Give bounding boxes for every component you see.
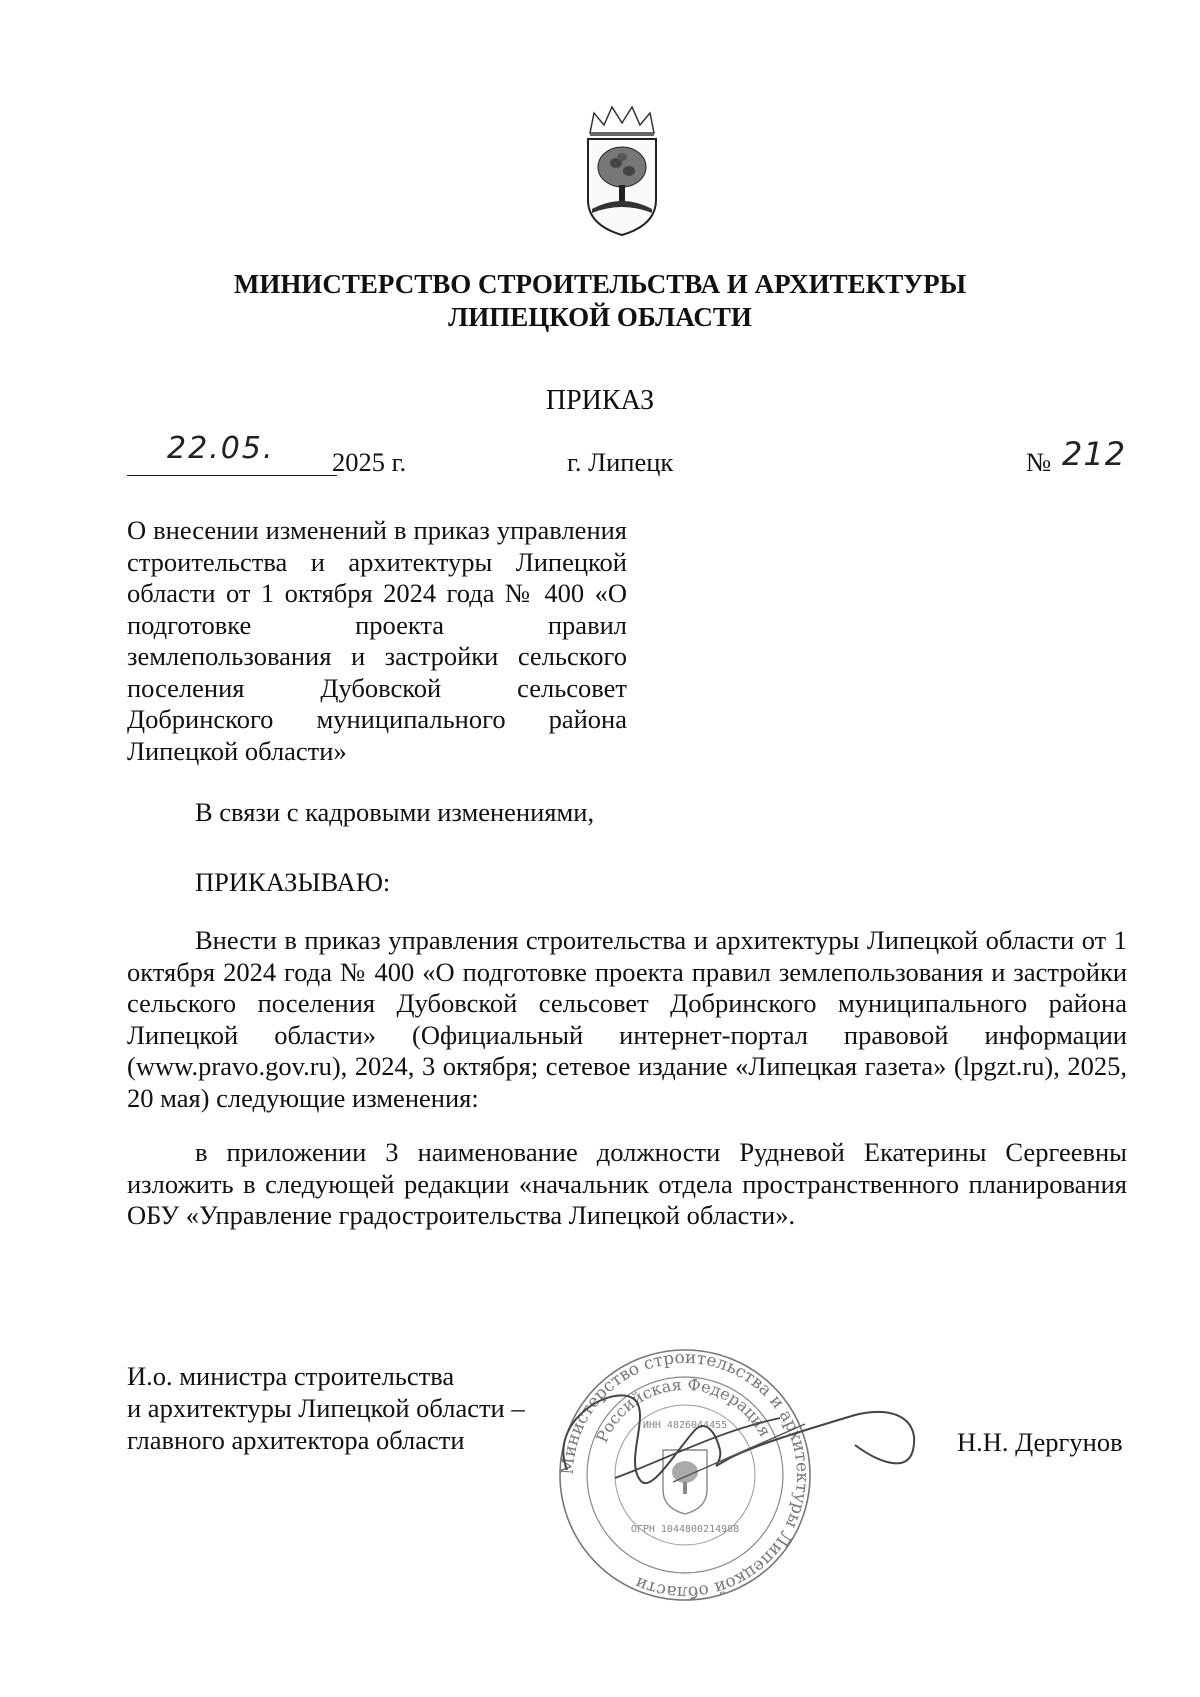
signer-position [127,1360,525,1456]
city-text: г. Липецк [567,447,674,477]
number-label: № [1026,447,1052,477]
date-handwritten: 22.05. [167,431,275,466]
handwritten-signature [555,1360,925,1500]
order-subject [127,515,627,767]
subject-text: О внесении изменений в приказ управления строительства и архитектуры Липецкой области от 1 октября 2024 года № 400 «О подготовке проекта правил землепользования и застройки сельского поселения Дубовской сельсовет Добринского муниципального района Липецкой области» [127,515,627,766]
stamp-inn: ИНН 4826044455 [642,1420,728,1431]
number-handwritten: 212 [1062,435,1127,473]
ministry-name-line1: МИНИСТЕРСТВО СТРОИТЕЛЬСТВА И АРХИТЕКТУРЫ [233,269,967,299]
year-text: 2025 г. [332,447,407,477]
stamp-outer-text: Министерство строительства и архитектуры Липецкой области [557,1347,813,1603]
document-type-title: ПРИКАЗ [545,385,655,416]
order-paragraph-1: Внести в приказ управления строительства и архитектуры Липецкой области от 1 октября 2024 года № 400 «О подготовке проекта правил землепользования и застройки сельского поселения Дубовской сельсовет Добринского муниципального района Липецкой области» (Официальный интернет-портал правовой информации (www.pravo.gov.ru), 2024, 3 октября; сетевое издание «Липецкая газета» (lpgzt.ru), 2025, 20 мая) следующие изменения: [127,925,1127,1113]
ministry-name-line2: ЛИПЕЦКОЙ ОБЛАСТИ [448,302,752,332]
coat-of-arms-icon [582,105,662,240]
signer-name: Н.Н. Дергунов [957,1427,1123,1457]
signer-position-line2: и архитектуры Липецкой области – [127,1393,525,1423]
document-number [1026,435,1127,477]
stamp-ogrn: ОГРН 1044800214988 [630,1524,740,1535]
stamp-inner-text: Российская Федерация [592,1374,775,1446]
order-paragraph-2: в приложении 3 наименование должности Рудневой Екатерины Сергеевны изложить в следующей редакции «начальник отдела пространственного планирования ОБУ «Управление градостроительства Липецкой области». [127,1137,1127,1230]
date-field [127,431,337,476]
reason-text: В связи с кадровыми изменениями, [195,797,595,827]
signer-position-line3: главного архитектора области [127,1425,465,1455]
signer-position-line1: И.о. министра строительства [127,1361,455,1391]
ministry-header [0,268,1200,334]
order-word: ПРИКАЗЫВАЮ: [195,867,391,897]
